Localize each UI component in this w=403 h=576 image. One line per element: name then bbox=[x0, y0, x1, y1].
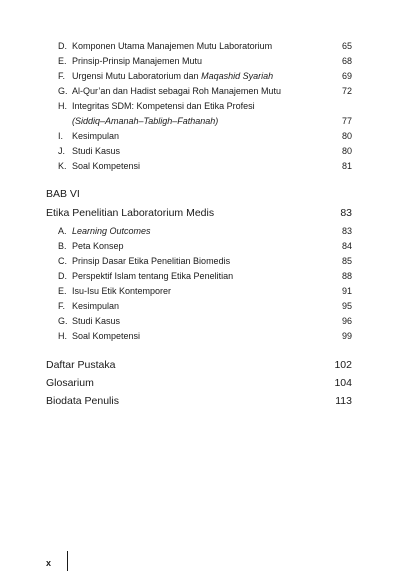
toc-entry-page: 95 bbox=[341, 301, 352, 311]
toc-entry-letter: D. bbox=[58, 271, 67, 281]
toc-entry bbox=[58, 270, 352, 282]
toc-entry-page: 77 bbox=[341, 116, 352, 126]
toc-entry-page: 72 bbox=[341, 86, 352, 96]
chapter-label: BAB VI bbox=[46, 188, 80, 200]
toc-entry-letter: C. bbox=[58, 256, 67, 266]
toc-entry-page: 69 bbox=[341, 71, 352, 81]
toc-entry-page: 88 bbox=[341, 271, 352, 281]
toc-entry-title: Komponen Utama Manajemen Mutu Laboratorium bbox=[72, 41, 273, 51]
toc-entry-title: Studi Kasus bbox=[72, 146, 121, 156]
toc-entry-title: Soal Kompetensi bbox=[72, 331, 141, 341]
toc-entry-page: 85 bbox=[341, 256, 352, 266]
toc-entry-letter: E. bbox=[58, 56, 67, 66]
footer-divider bbox=[67, 551, 68, 571]
back-matter-title: Biodata Penulis bbox=[46, 395, 119, 407]
toc-entry bbox=[58, 85, 352, 97]
chapter-title-row bbox=[46, 207, 352, 220]
toc-entry-letter: F. bbox=[58, 301, 66, 311]
toc-entry bbox=[58, 300, 352, 312]
toc-entry-page: 65 bbox=[341, 41, 352, 51]
toc-entry bbox=[58, 240, 352, 252]
toc-entry-title: Kesimpulan bbox=[72, 301, 120, 311]
toc-entry-letter: B. bbox=[58, 241, 67, 251]
chapter-page: 83 bbox=[340, 207, 352, 219]
toc-entry-title-italic: Maqashid Syariah bbox=[201, 71, 274, 81]
toc-entry-title-italic: Learning Outcomes bbox=[72, 226, 151, 236]
toc-entry bbox=[58, 285, 352, 297]
toc-entry bbox=[58, 130, 352, 142]
back-matter-entry bbox=[46, 395, 352, 408]
toc-entry-title: Isu-Isu Etik Kontemporer bbox=[72, 286, 172, 296]
toc-entry-title bbox=[72, 70, 328, 82]
toc-entry-title: Studi Kasus bbox=[72, 316, 121, 326]
toc-entry-page: 80 bbox=[341, 146, 352, 156]
back-matter-page: 113 bbox=[335, 395, 352, 407]
toc-entry-letter: K. bbox=[58, 161, 67, 171]
toc-entry-page: 99 bbox=[341, 331, 352, 341]
toc-entry-continuation bbox=[58, 115, 352, 127]
toc-entry bbox=[58, 315, 352, 327]
toc-entry-page: 68 bbox=[341, 56, 352, 66]
toc-entry-title bbox=[72, 225, 328, 237]
toc-entry-letter: H. bbox=[58, 101, 67, 111]
toc-entry-page: 81 bbox=[341, 161, 352, 171]
toc-entry bbox=[58, 145, 352, 157]
toc-entry-title: Prinsip-Prinsip Manajemen Mutu bbox=[72, 56, 203, 66]
toc-entry-page: 83 bbox=[341, 226, 352, 236]
page-number: x bbox=[46, 558, 52, 568]
toc-entry bbox=[58, 70, 352, 82]
back-matter-title: Daftar Pustaka bbox=[46, 359, 116, 371]
back-matter-page: 104 bbox=[334, 377, 352, 389]
toc-entry bbox=[58, 160, 352, 172]
toc-entry-title bbox=[72, 115, 328, 127]
toc-entry-title-text: Urgensi Mutu Laboratorium dan bbox=[72, 71, 202, 81]
back-matter-entry bbox=[46, 377, 352, 390]
toc-entry bbox=[58, 100, 352, 112]
toc-entry-letter: H. bbox=[58, 331, 67, 341]
chapter-title: Etika Penelitian Laboratorium Medis bbox=[46, 207, 215, 219]
toc-entry-letter: G. bbox=[58, 86, 68, 96]
toc-entry-title: Perspektif Islam tentang Etika Penelitian bbox=[72, 271, 234, 281]
toc-entry bbox=[58, 40, 352, 52]
toc-entry-page: 80 bbox=[341, 131, 352, 141]
toc-entry-title: Integritas SDM: Kompetensi dan Etika Profesi bbox=[72, 101, 255, 111]
toc-entry-page: 91 bbox=[341, 286, 352, 296]
toc-entry-page: 96 bbox=[341, 316, 352, 326]
toc-entry-title: Peta Konsep bbox=[72, 241, 124, 251]
back-matter-title: Glosarium bbox=[46, 377, 94, 389]
back-matter-entry bbox=[46, 359, 352, 372]
toc-entry-letter: D. bbox=[58, 41, 67, 51]
toc-entry-page: 84 bbox=[341, 241, 352, 251]
toc-entry-letter: E. bbox=[58, 286, 67, 296]
back-matter-page: 102 bbox=[334, 359, 352, 371]
toc-entry-title: Kesimpulan bbox=[72, 131, 120, 141]
toc-entry bbox=[58, 225, 352, 237]
toc-entry bbox=[58, 330, 352, 342]
toc-entry-title-italic: (Siddiq–Amanah–Tabligh–Fathanah) bbox=[72, 116, 219, 126]
toc-entry-title: Al-Qur’an dan Hadist sebagai Roh Manajemen Mutu bbox=[72, 86, 281, 96]
toc-entry-letter: J. bbox=[58, 146, 66, 156]
toc-entry-title: Prinsip Dasar Etika Penelitian Biomedis bbox=[72, 256, 231, 266]
toc-entry-letter: I. bbox=[58, 131, 64, 141]
toc-entry-letter: F. bbox=[58, 71, 66, 81]
toc-entry bbox=[58, 255, 352, 267]
toc-entry-letter: A. bbox=[58, 226, 67, 236]
toc-entry bbox=[58, 55, 352, 67]
toc-entry-title: Soal Kompetensi bbox=[72, 161, 141, 171]
toc-entry-letter: G. bbox=[58, 316, 68, 326]
